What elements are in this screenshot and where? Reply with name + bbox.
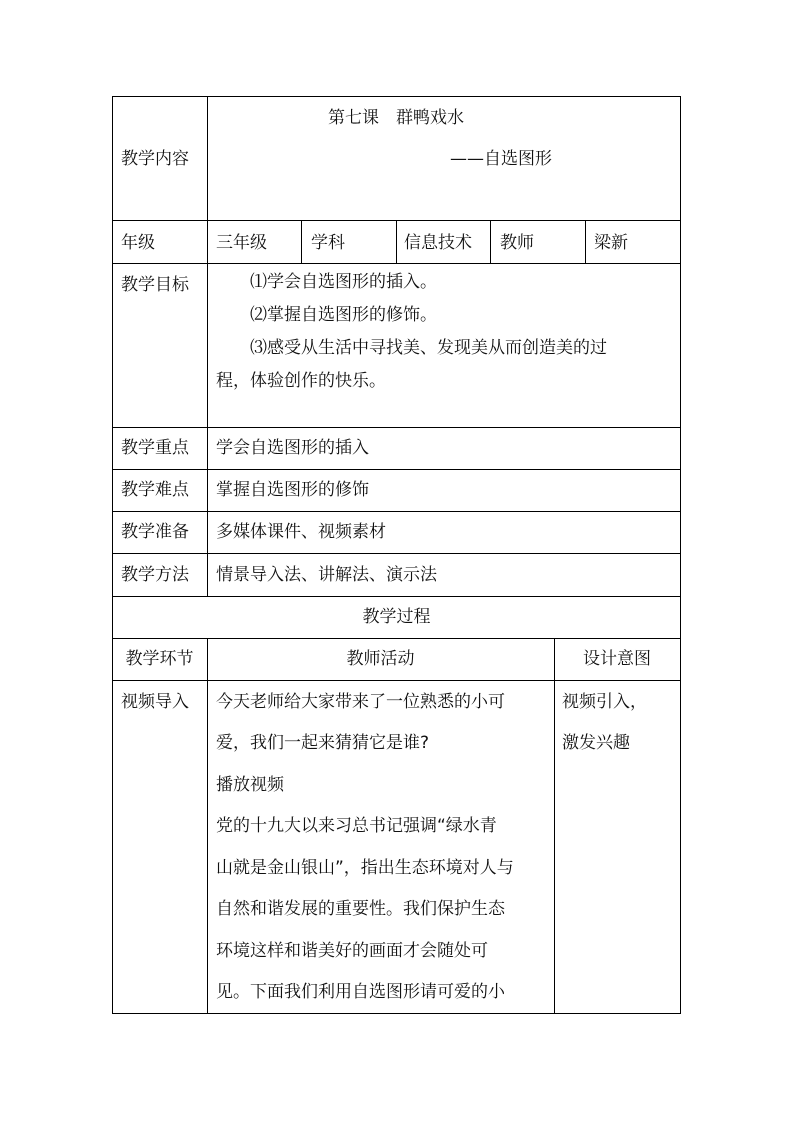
rule xyxy=(207,638,208,1014)
activity-line: 环境这样和谐美好的画面才会随处可 xyxy=(216,941,488,961)
rule xyxy=(301,220,302,263)
rule xyxy=(112,427,681,428)
rule-right xyxy=(680,96,681,1014)
col-header-activity: 教师活动 xyxy=(346,649,415,669)
grade-value: 三年级 xyxy=(216,233,267,253)
objectives-label: 教学目标 xyxy=(121,275,189,295)
rule xyxy=(207,96,208,596)
activity-line: 爱，我们一起来猜猜它是谁? xyxy=(216,733,430,753)
teacher-label: 教师 xyxy=(500,233,534,253)
teacher-value: 梁新 xyxy=(594,233,628,253)
preparation-value: 多媒体课件、视频素材 xyxy=(216,522,386,542)
objective-line: ⑶感受从生活中寻找美、发现美从而创造美的过 xyxy=(250,338,607,358)
lesson-subtitle: ——自选图形 xyxy=(450,149,552,169)
rule xyxy=(490,220,491,263)
preparation-label: 教学准备 xyxy=(121,522,189,542)
key-point-label: 教学重点 xyxy=(121,438,189,458)
activity-line: 自然和谐发展的重要性。我们保护生态 xyxy=(216,899,505,919)
activity-line: 今天老师给大家带来了一位熟悉的小可 xyxy=(216,692,505,712)
rule-left xyxy=(112,96,113,1014)
methods-value: 情景导入法、讲解法、演示法 xyxy=(216,565,437,585)
rule xyxy=(112,638,681,639)
col-header-stage: 教学环节 xyxy=(125,649,194,669)
rule xyxy=(112,469,681,470)
difficulty-label: 教学难点 xyxy=(121,480,189,500)
rule xyxy=(396,220,397,263)
rule xyxy=(112,553,681,554)
process-title: 教学过程 xyxy=(362,607,431,627)
intent-line: 激发兴趣 xyxy=(562,733,630,753)
objective-line: ⑵掌握自选图形的修饰。 xyxy=(250,305,437,325)
subject-value: 信息技术 xyxy=(404,233,472,253)
lesson-title: 第七课 群鸭戏水 xyxy=(328,108,464,128)
col-header-intent: 设计意图 xyxy=(583,649,651,669)
intent-line: 视频引入， xyxy=(562,692,647,712)
subject-label: 学科 xyxy=(311,233,345,253)
methods-label: 教学方法 xyxy=(121,565,189,585)
rule xyxy=(112,511,681,512)
objective-line: 程，体验创作的快乐。 xyxy=(216,371,386,391)
activity-line: 党的十九大以来习总书记强调“绿水青 xyxy=(216,816,497,836)
activity-line: 见。下面我们利用自选图形请可爱的小 xyxy=(216,982,505,1002)
rule-bottom xyxy=(112,1013,681,1014)
stage-cell: 视频导入 xyxy=(121,692,189,712)
rule xyxy=(112,263,681,264)
grade-label: 年级 xyxy=(121,233,155,253)
key-point-value: 学会自选图形的插入 xyxy=(216,438,369,458)
activity-line: 山就是金山银山”，指出生态环境对人与 xyxy=(216,858,514,878)
rule xyxy=(585,220,586,263)
difficulty-value: 掌握自选图形的修饰 xyxy=(216,480,369,500)
rule xyxy=(112,596,681,597)
content-label: 教学内容 xyxy=(121,149,189,169)
activity-line: 播放视频 xyxy=(216,775,284,795)
rule xyxy=(112,680,681,681)
rule-top xyxy=(112,96,681,97)
objective-line: ⑴学会自选图形的插入。 xyxy=(250,272,437,292)
rule xyxy=(554,638,555,1014)
